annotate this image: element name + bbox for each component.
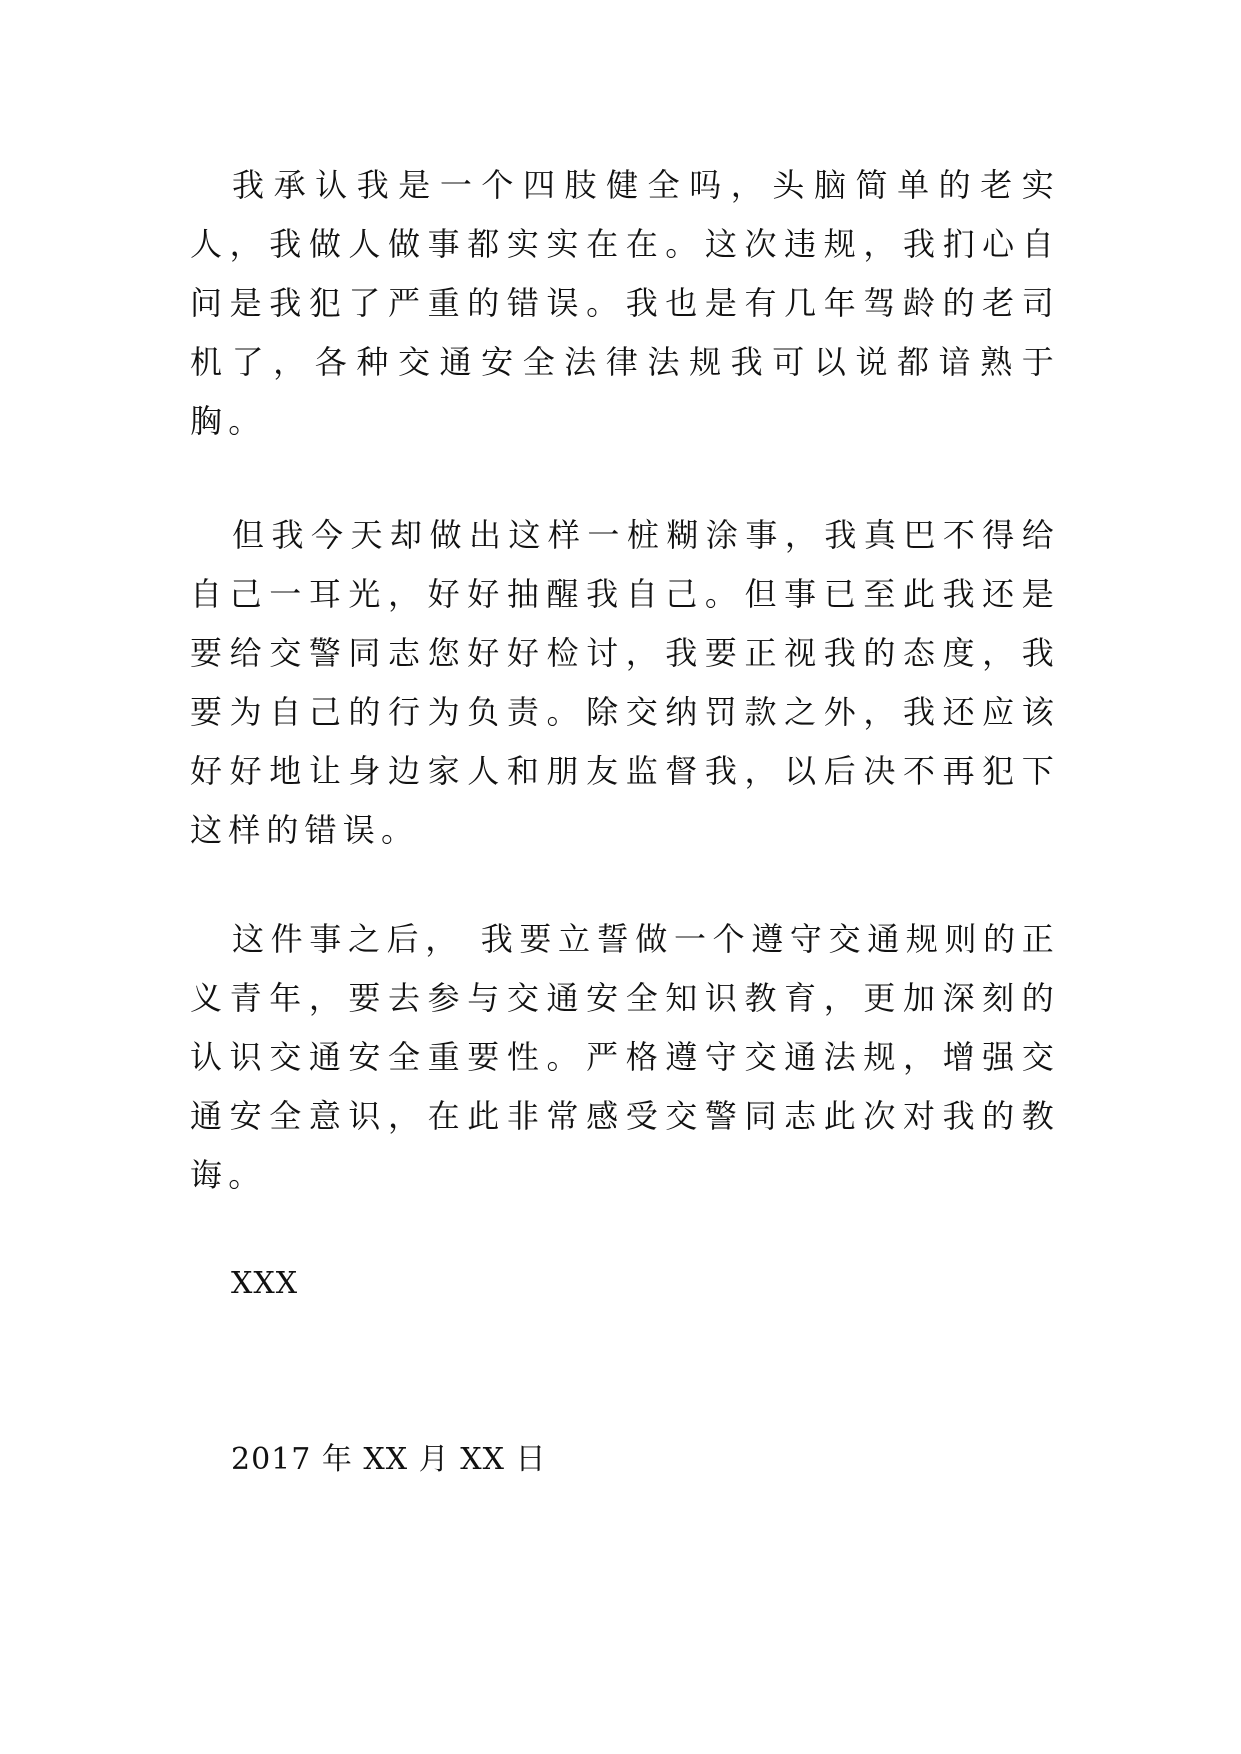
signature-date: 2017 年 XX 月 XX 日 <box>231 1442 547 1477</box>
paragraph-commitment: 这件事之后， 我要立誓做一个遵守交通规则的正义青年，要去参与交通安全知识教育，更加深刻的认识交通安全重要性。严格遵守交通法规，增强交通安全意识，在此非常感受交警同志此次对我的教诲。 <box>190 920 1060 1194</box>
paragraph-reflection: 但我今天却做出这样一桩糊涂事，我真巴不得给自己一耳光，好好抽醒我自己。但事已至此我还是要给交警同志您好好检讨，我要正视我的态度，我要为自己的行为负责。除交纳罚款之外，我还应该好好地让身边家人和朋友监督我，以后决不再犯下这样的错误。 <box>190 516 1060 849</box>
signature-name: XXX <box>231 1266 299 1301</box>
paragraph-admission: 我承认我是一个四肢健全吗，头脑简单的老实人，我做人做事都实实在在。这次违规，我扪心自问是我犯了严重的错误。我也是有几年驾龄的老司机了，各种交通安全法律法规我可以说都谙熟于胸。 <box>190 166 1060 440</box>
